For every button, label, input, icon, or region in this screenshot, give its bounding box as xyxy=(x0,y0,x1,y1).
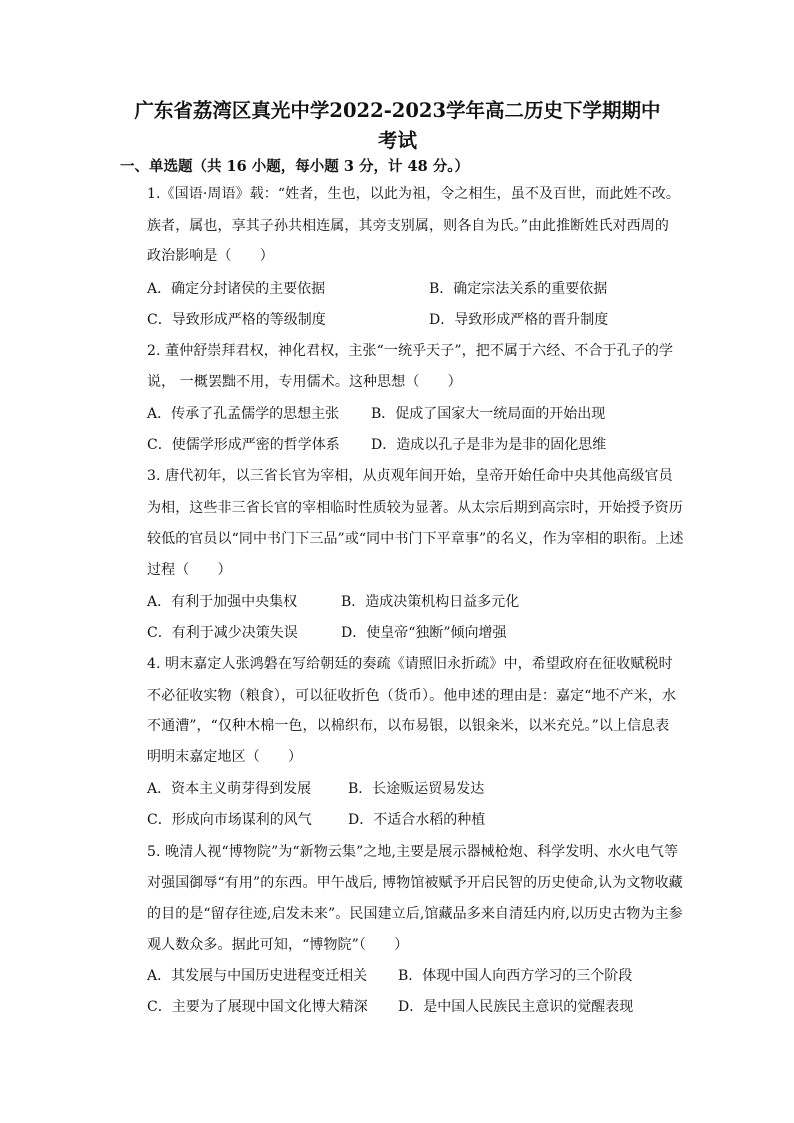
document-title xyxy=(110,96,685,156)
question-2-line-2: 说， 一概罢黜不用，专用儒术。这种思想（ ） xyxy=(147,374,462,390)
question-3-option-a: A．有利于加强中央集权 xyxy=(147,594,298,610)
question-5-option-a: A．其发展与中国历史进程变迁相关 xyxy=(147,968,368,984)
question-1-line-2: 族者，属也，享其子孙共相连属，其旁支别属，则各自为氏。”由此推断姓氏对西周的 xyxy=(147,218,669,234)
question-3-line-3: 较低的官员以“同中书门下三品”或“同中书门下平章事”的名义，作为宰相的职衔。上述 xyxy=(147,531,684,547)
question-4-option-a: A．资本主义萌芽得到发展 xyxy=(147,781,312,797)
section-heading: 一、单选题（共 16 小题，每小题 3 分，计 48 分。） xyxy=(120,158,469,175)
question-5-option-d: D．是中国人民族民主意识的觉醒表现 xyxy=(398,999,634,1015)
question-4-option-d: D．不适合水稻的种植 xyxy=(348,812,486,828)
question-5-line-4: 观人数众多。据此可知，“博物院”（ ） xyxy=(147,937,409,953)
title-line-2: 考试 xyxy=(377,129,417,152)
question-3-line-4: 过程（ ） xyxy=(147,562,232,578)
question-4-line-4: 明明末嘉定地区（ ） xyxy=(147,749,303,765)
question-3-option-d: D．使皇帝“独断”倾向增强 xyxy=(341,625,507,641)
question-1-option-b: B．确定宗法关系的重要依据 xyxy=(429,281,608,297)
question-5-line-1: 5. 晚清人视“博物院”为“新物云集”之地,主要是展示器械枪炮、科学发明、水火电气等 xyxy=(147,844,679,860)
question-4-option-c: C．形成向市场谋利的风气 xyxy=(147,812,312,828)
question-5-line-2: 对强国御辱“有用”的东西。甲午战后, 博物馆被赋予开启民智的历史使命,认为文物收藏 xyxy=(147,875,683,891)
question-4-line-2: 不必征收实物（粮食），可以征收折色（货币）。他申述的理由是：嘉定“地不产米，水 xyxy=(147,688,677,704)
question-2-line-1: 2. 董仲舒崇拜君权，神化君权，主张“一统乎天子”，把不属于六经、不合于孔子的学 xyxy=(147,343,674,359)
question-5-option-c: C．主要为了展现中国文化博大精深 xyxy=(147,999,368,1015)
question-3-option-c: C．有利于减少决策失误 xyxy=(147,625,298,641)
title-line-1: 广东省荔湾区真光中学2022-2023学年高二历史下学期期中 xyxy=(134,99,661,122)
question-2-option-b: B．促成了国家大一统局面的开始出现 xyxy=(371,406,606,422)
question-2-option-a: A．传承了孔孟儒学的思想主张 xyxy=(147,406,340,422)
question-2-option-d: D．造成以孔子是非为是非的固化思维 xyxy=(371,437,607,453)
question-1-option-c: C．导致形成严格的等级制度 xyxy=(147,312,326,328)
question-1-line-3: 政治影响是（ ） xyxy=(147,248,274,264)
question-4-line-3: 不通漕”，“仅种木棉一色，以棉织布，以布易银，以银籴米，以米充兑。”以上信息表 xyxy=(147,718,670,734)
question-5-line-3: 的目的是“留存往迹,启发未来”。民国建立后,馆藏品多来自清廷内府,以历史古物为主参 xyxy=(147,906,683,922)
question-5-option-b: B．体现中国人向西方学习的三个阶段 xyxy=(398,968,633,984)
question-4-line-1: 4. 明末嘉定人张鸿磐在写给朝廷的奏疏《请照旧永折疏》中，希望政府在征收赋税时 xyxy=(147,656,673,672)
question-1-line-1: 1.《国语·周语》载：“姓者，生也，以此为祖，令之相生，虽不及百世，而此姓不改。 xyxy=(147,186,680,202)
question-2-option-c: C．使儒学形成严密的哲学体系 xyxy=(147,437,340,453)
question-1-option-a: A．确定分封诸侯的主要依据 xyxy=(147,281,326,297)
question-4-option-b: B．长途贩运贸易发达 xyxy=(348,781,485,797)
question-3-line-2: 为相，这些非三省长官的宰相临时性质较为显著。从太宗后期到高宗时，开始授予资历 xyxy=(147,500,683,516)
question-3-option-b: B．造成决策机构日益多元化 xyxy=(341,594,520,610)
question-1-option-d: D．导致形成严格的晋升制度 xyxy=(429,312,609,328)
question-3-line-1: 3. 唐代初年，以三省长官为宰相，从贞观年间开始，皇帝开始任命中央其他高级官员 xyxy=(147,468,673,484)
